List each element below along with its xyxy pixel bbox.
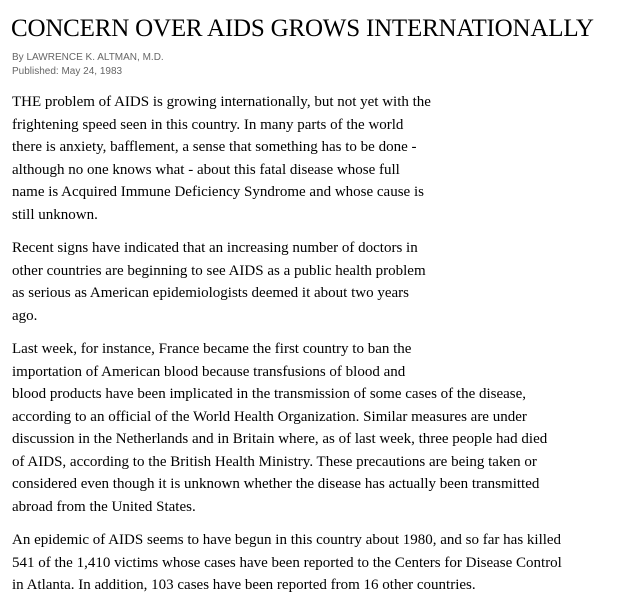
paragraph-2 bbox=[12, 237, 612, 327]
text-line: blood products have been implicated in the transmission of some cases of the disease, bbox=[12, 386, 527, 402]
paragraph-4 bbox=[12, 529, 612, 597]
text-line: 541 of the 1,410 victims whose cases have been reported to the Centers for Disease Control bbox=[12, 554, 562, 571]
text-line: although no one knows what - about this fatal disease whose full bbox=[12, 161, 400, 178]
text-line: there is anxiety, bafflement, a sense that something has to be done - bbox=[12, 139, 417, 155]
text-line: discussion in the Netherlands and in Britain where, as of last week, three people had died bbox=[12, 431, 548, 447]
paragraph-1 bbox=[12, 91, 612, 226]
text-line: Recent signs have indicated that an increasing number of doctors in bbox=[12, 240, 418, 256]
text-line: frightening speed seen in this country. In many parts of the world bbox=[12, 116, 404, 133]
text-line: ago. bbox=[12, 307, 38, 324]
text-line: other countries are beginning to see AIDS as a public health problem bbox=[12, 262, 426, 279]
text-line: of AIDS, according to the British Health Ministry. These precautions are being taken or bbox=[12, 453, 537, 470]
text-line: according to an official of the World Health Organization. Similar measures are under bbox=[12, 408, 527, 425]
text-line: name is Acquired Immune Deficiency Syndrome and whose cause is bbox=[12, 184, 424, 200]
published-date: Published: May 24, 1983 bbox=[12, 66, 123, 77]
text-line: in Atlanta. In addition, 103 cases have been reported from 16 other countries. bbox=[12, 577, 476, 593]
text-line: still unknown. bbox=[12, 206, 98, 223]
text-line: An epidemic of AIDS seems to have begun in this country about 1980, and so far has killed bbox=[12, 532, 562, 548]
text-line: THE problem of AIDS is growing internationally, but not yet with the bbox=[12, 94, 431, 110]
paragraph-3 bbox=[12, 338, 612, 518]
text-line: abroad from the United States. bbox=[12, 498, 196, 515]
text-line: considered even though it is unknown whether the disease has actually been transmitted bbox=[12, 476, 540, 492]
text-line: Last week, for instance, France became the first country to ban the bbox=[12, 341, 412, 357]
article-body bbox=[12, 91, 612, 608]
headline: CONCERN OVER AIDS GROWS INTERNATIONALLY bbox=[11, 15, 594, 42]
text-line: as serious as American epidemiologists deemed it about two years bbox=[12, 285, 409, 301]
text-line: importation of American blood because transfusions of blood and bbox=[12, 363, 406, 380]
byline: By LAWRENCE K. ALTMAN, M.D. bbox=[12, 52, 164, 63]
